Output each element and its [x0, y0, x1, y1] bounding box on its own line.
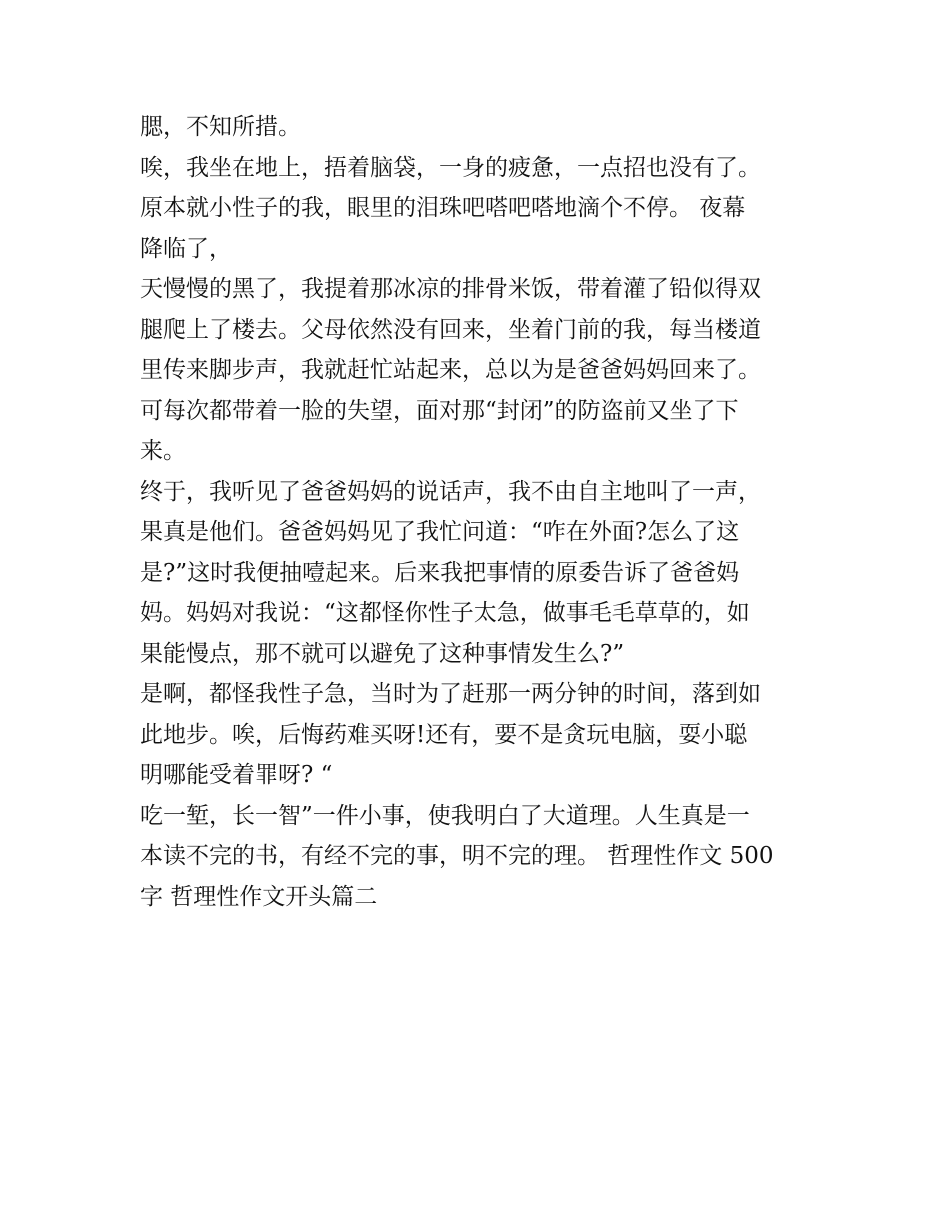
text-line: 此地步。唉，后悔药难买呀!还有，要不是贪玩电脑，耍小聪 — [140, 721, 748, 748]
text-line: 妈。妈妈对我说：“这都怪你性子太急，做事毛毛草草的，如 — [140, 600, 750, 626]
text-line: 天慢慢的黑了，我提着那冰凉的排骨米饭，带着灌了铅似得双 — [140, 276, 761, 302]
text-line: 终于，我听见了爸爸妈妈的说话声，我不由自主地叫了一声， — [140, 478, 761, 505]
text-line: 吃一堑，长一智”一件小事，使我明白了大道理。人生真是一 — [140, 802, 750, 829]
text-line: 唉，我坐在地上，捂着脑袋，一身的疲惫，一点招也没有了。 — [140, 154, 761, 181]
text-line: 是啊，都怪我性子急，当时为了赶那一两分钟的时间，落到如 — [140, 681, 761, 707]
essay-body — [140, 107, 820, 917]
text-line: 字 哲理性作文开头篇二 — [140, 883, 378, 910]
text-line: 果真是他们。爸爸妈妈见了我忙问道：“咋在外面?怎么了这 — [140, 519, 740, 545]
text-line: 里传来脚步声，我就赶忙站起来，总以为是爸爸妈妈回来了。 — [140, 357, 761, 383]
text-line: 腮，不知所措。 — [140, 114, 301, 140]
text-line: 来。 — [140, 438, 186, 464]
text-line: 可每次都带着一脸的失望，面对那“封闭”的防盗前又坐了下 — [140, 397, 739, 424]
text-line: 本读不完的书，有经不完的事，明不完的理。 哲理性作文 500 — [140, 843, 774, 869]
text-line: 明哪能受着罪呀? “ — [140, 762, 333, 788]
text-line: 降临了， — [140, 235, 232, 262]
text-line: 原本就小性子的我，眼里的泪珠吧嗒吧嗒地滴个不停。 夜幕 — [140, 195, 746, 221]
text-line: 腿爬上了楼去。父母依然没有回来，坐着门前的我，每当楼道 — [140, 316, 761, 343]
text-line: 果能慢点，那不就可以避免了这种事情发生么?” — [140, 640, 625, 667]
text-line: 是?”这时我便抽噎起来。后来我把事情的原委告诉了爸爸妈 — [140, 559, 740, 586]
